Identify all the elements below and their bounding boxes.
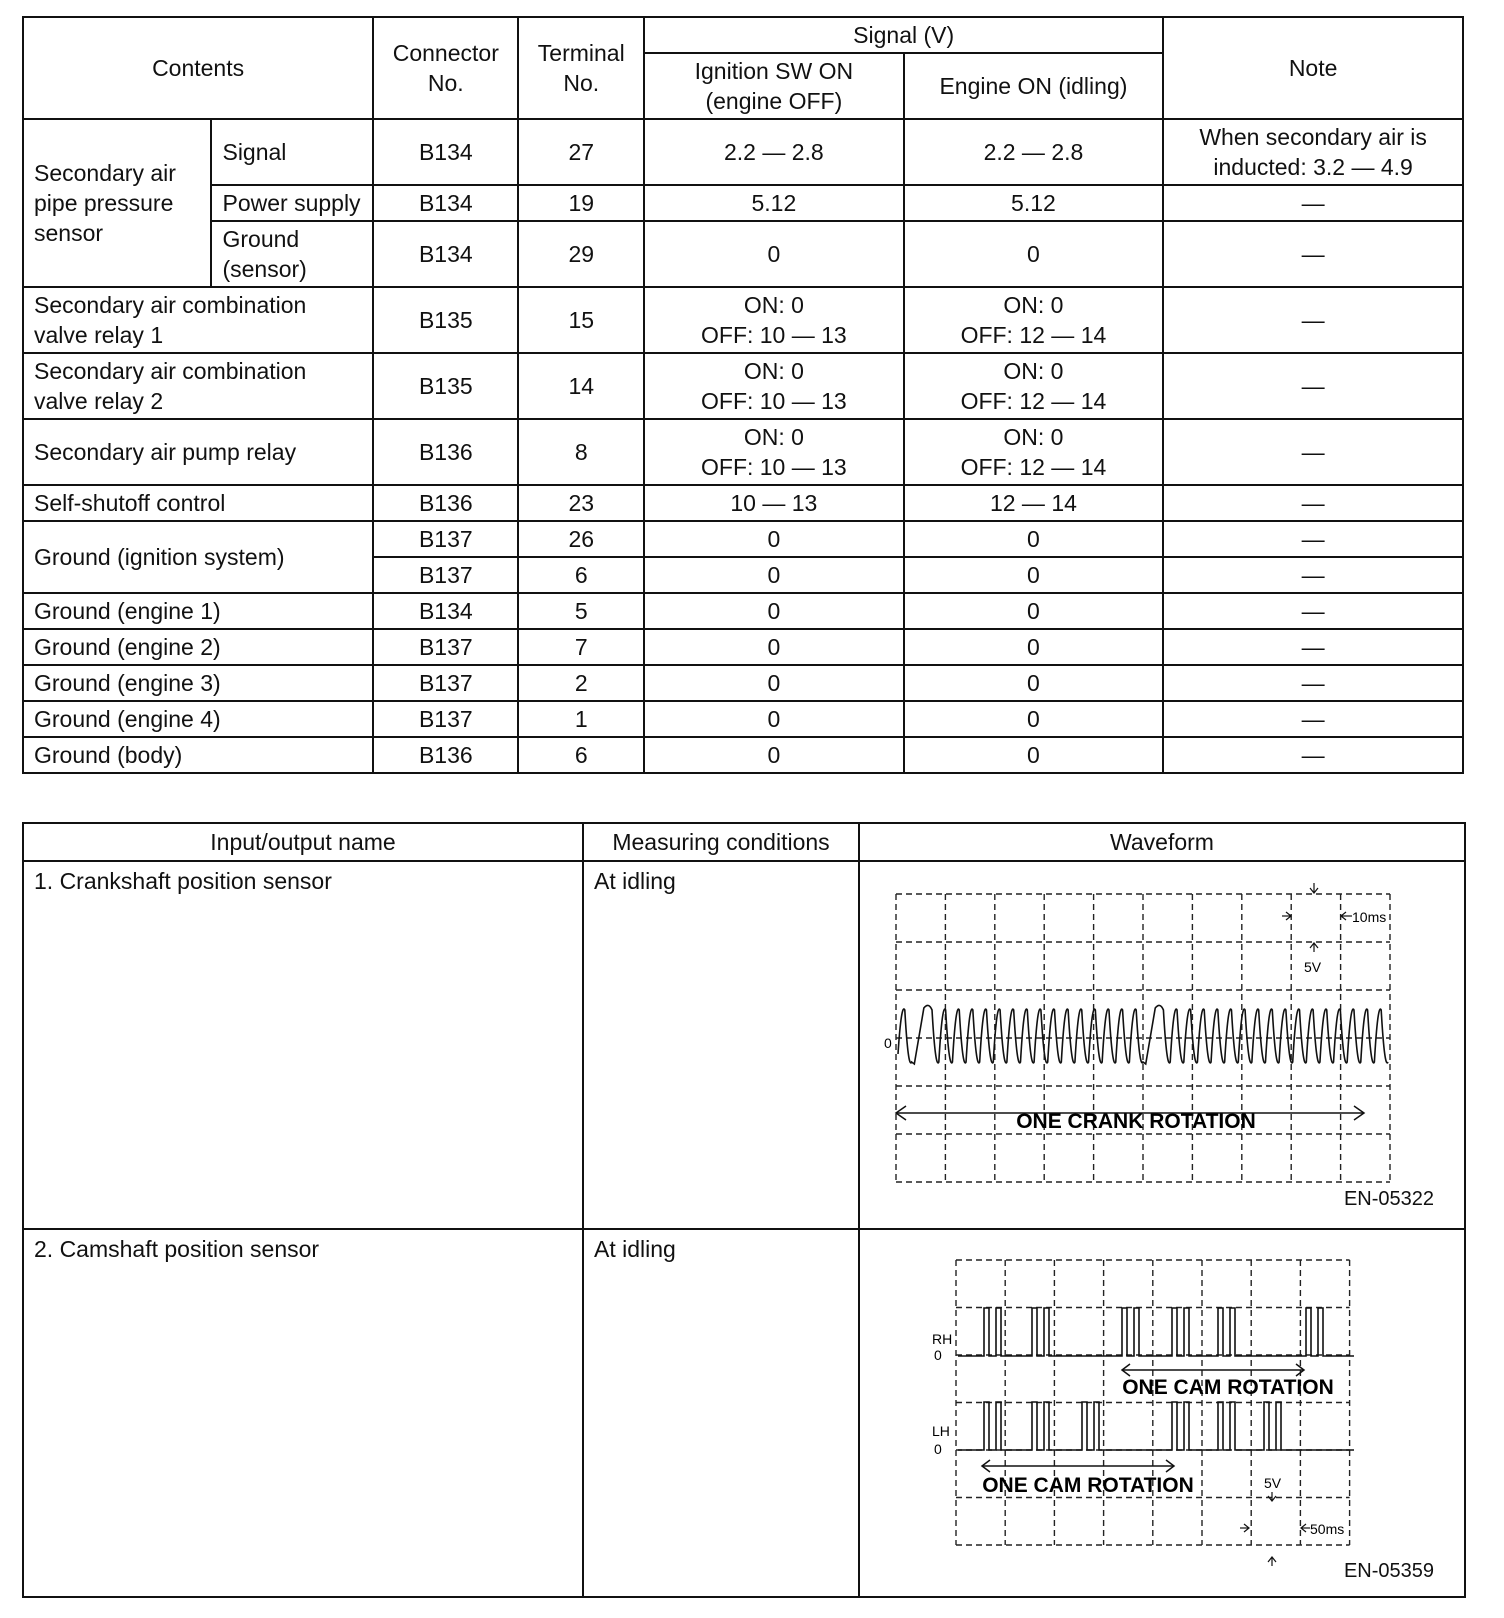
- header-waveform: Waveform: [859, 823, 1465, 861]
- note-cell: —: [1163, 485, 1463, 521]
- table-row: [23, 521, 1463, 557]
- connector-cell: B137: [373, 557, 518, 593]
- lh-rotation-label: ONE CAM ROTATION: [982, 1474, 1194, 1497]
- note-cell: —: [1163, 185, 1463, 221]
- note-cell: —: [1163, 557, 1463, 593]
- note-cell: —: [1163, 221, 1463, 287]
- lh-zero-label: 0: [934, 1441, 942, 1457]
- on-value: ON: 0: [1003, 358, 1064, 384]
- terminal-cell: 7: [518, 629, 644, 665]
- note-cell: —: [1163, 521, 1463, 557]
- connector-cell: B135: [373, 353, 518, 419]
- sensor-group-label: Secondary air pipe pressure sensor: [23, 119, 211, 287]
- rh-label: RH: [932, 1331, 953, 1347]
- content-cell: Ground (engine 2): [23, 629, 373, 665]
- connector-cell: B134: [373, 593, 518, 629]
- signal-table: [22, 16, 1464, 774]
- engine-signal-cell: [904, 353, 1164, 419]
- note-cell: —: [1163, 665, 1463, 701]
- connector-cell: B136: [373, 737, 518, 773]
- off-value: OFF: 12 — 14: [960, 388, 1107, 414]
- engine-signal-cell: 0: [904, 521, 1164, 557]
- terminal-cell: 19: [518, 185, 644, 221]
- note-cell: —: [1163, 353, 1463, 419]
- cam-rh-trace: [958, 1308, 1354, 1356]
- engine-signal-cell: 12 — 14: [904, 485, 1164, 521]
- terminal-cell: 1: [518, 701, 644, 737]
- note-cell: —: [1163, 701, 1463, 737]
- connector-cell: B134: [373, 221, 518, 287]
- note-cell: —: [1163, 629, 1463, 665]
- table-row: [23, 737, 1463, 773]
- content-cell: Secondary air combination valve relay 1: [23, 287, 373, 353]
- header-contents: Contents: [23, 17, 373, 119]
- rotation-label: ONE CRANK ROTATION: [1016, 1110, 1256, 1133]
- engine-signal-cell: 0: [904, 701, 1164, 737]
- ignition-signal-cell: 0: [644, 593, 904, 629]
- ignition-signal-cell: 0: [644, 521, 904, 557]
- conditions-cell: At idling: [583, 861, 859, 1229]
- on-value: ON: 0: [743, 424, 804, 450]
- engine-signal-cell: 0: [904, 665, 1164, 701]
- off-value: OFF: 12 — 14: [960, 322, 1107, 348]
- engine-signal-cell: 0: [904, 593, 1164, 629]
- terminal-cell: 14: [518, 353, 644, 419]
- terminal-cell: 5: [518, 593, 644, 629]
- on-value: ON: 0: [743, 292, 804, 318]
- content-cell: Ground (ignition system): [23, 521, 373, 593]
- engine-signal-cell: 0: [904, 221, 1164, 287]
- connector-cell: B136: [373, 419, 518, 485]
- header-note: Note: [1163, 17, 1463, 119]
- lh-label: LH: [932, 1423, 950, 1439]
- content-cell: Ground (body): [23, 737, 373, 773]
- off-value: OFF: 12 — 14: [960, 454, 1107, 480]
- terminal-cell: 8: [518, 419, 644, 485]
- crank-waveform-diagram: [860, 862, 1464, 1226]
- rh-rotation-label: ONE CAM ROTATION: [1122, 1376, 1334, 1399]
- volt-division-label: 5V: [1264, 1475, 1282, 1491]
- ignition-signal-cell: 5.12: [644, 185, 904, 221]
- on-value: ON: 0: [743, 358, 804, 384]
- ignition-signal-cell: 0: [644, 701, 904, 737]
- time-division-label: 50ms: [1310, 1521, 1345, 1537]
- figure-id: EN-05359: [1343, 1560, 1434, 1582]
- time-division-label: 10ms: [1352, 909, 1387, 925]
- engine-signal-cell: 0: [904, 629, 1164, 665]
- engine-signal-cell: [904, 287, 1164, 353]
- content-cell: Ground (engine 1): [23, 593, 373, 629]
- terminal-cell: 29: [518, 221, 644, 287]
- note-cell: —: [1163, 737, 1463, 773]
- waveform-table: [22, 822, 1466, 1598]
- note-cell: —: [1163, 287, 1463, 353]
- table-row: [23, 629, 1463, 665]
- terminal-cell: 26: [518, 521, 644, 557]
- figure-id: EN-05322: [1343, 1188, 1434, 1210]
- terminal-cell: 27: [518, 119, 644, 185]
- cam-waveform-cell: [859, 1229, 1465, 1597]
- header-ignition-on: Ignition SW ON (engine OFF): [644, 53, 904, 119]
- terminal-cell: 2: [518, 665, 644, 701]
- table-row: [23, 665, 1463, 701]
- header-terminal: Terminal No.: [518, 17, 644, 119]
- table-row: [23, 485, 1463, 521]
- io-name-cell: 1. Crankshaft position sensor: [23, 861, 583, 1229]
- connector-cell: B137: [373, 665, 518, 701]
- connector-cell: B137: [373, 629, 518, 665]
- note-cell: When secondary air is inducted: 3.2 — 4.9: [1163, 119, 1463, 185]
- off-value: OFF: 10 — 13: [701, 388, 847, 414]
- cam-waveform-diagram: [860, 1230, 1464, 1594]
- header-connector: Connector No.: [373, 17, 518, 119]
- io-name-cell: 2. Camshaft position sensor: [23, 1229, 583, 1597]
- content-cell: Self-shutoff control: [23, 485, 373, 521]
- content-cell: Secondary air pump relay: [23, 419, 373, 485]
- ignition-signal-cell: 0: [644, 737, 904, 773]
- note-cell: —: [1163, 593, 1463, 629]
- engine-signal-cell: [904, 419, 1164, 485]
- ignition-signal-cell: 0: [644, 665, 904, 701]
- crank-waveform-cell: [859, 861, 1465, 1229]
- sensor-sub-label: Power supply: [211, 185, 373, 221]
- conditions-cell: At idling: [583, 1229, 859, 1597]
- connector-cell: B134: [373, 185, 518, 221]
- ignition-signal-cell: 2.2 — 2.8: [644, 119, 904, 185]
- table-row: [23, 593, 1463, 629]
- sensor-sub-label: Signal: [211, 119, 373, 185]
- sensor-sub-label: Ground (sensor): [211, 221, 373, 287]
- connector-cell: B137: [373, 701, 518, 737]
- connector-cell: B134: [373, 119, 518, 185]
- ignition-signal-cell: [644, 353, 904, 419]
- table-row: [23, 353, 1463, 419]
- on-value: ON: 0: [1003, 292, 1064, 318]
- header-io-name: Input/output name: [23, 823, 583, 861]
- content-cell: Secondary air combination valve relay 2: [23, 353, 373, 419]
- terminal-cell: 15: [518, 287, 644, 353]
- off-value: OFF: 10 — 13: [701, 454, 847, 480]
- engine-signal-cell: 0: [904, 557, 1164, 593]
- note-cell: —: [1163, 419, 1463, 485]
- ignition-signal-cell: [644, 419, 904, 485]
- ignition-signal-cell: 0: [644, 629, 904, 665]
- connector-cell: B135: [373, 287, 518, 353]
- volt-division-label: 5V: [1304, 959, 1322, 975]
- ignition-signal-cell: 10 — 13: [644, 485, 904, 521]
- ignition-signal-cell: 0: [644, 221, 904, 287]
- table-row: [23, 419, 1463, 485]
- rh-zero-label: 0: [934, 1347, 942, 1363]
- header-engine-on: Engine ON (idling): [904, 53, 1164, 119]
- on-value: ON: 0: [1003, 424, 1064, 450]
- engine-signal-cell: 0: [904, 737, 1164, 773]
- cam-lh-trace: [958, 1402, 1354, 1450]
- connector-cell: B137: [373, 521, 518, 557]
- off-value: OFF: 10 — 13: [701, 322, 847, 348]
- header-measuring-conditions: Measuring conditions: [583, 823, 859, 861]
- zero-label: 0: [884, 1035, 892, 1051]
- ignition-signal-cell: 0: [644, 557, 904, 593]
- content-cell: Ground (engine 3): [23, 665, 373, 701]
- table-row: [23, 287, 1463, 353]
- terminal-cell: 6: [518, 737, 644, 773]
- ignition-signal-cell: [644, 287, 904, 353]
- connector-cell: B136: [373, 485, 518, 521]
- header-signal: Signal (V): [644, 17, 1163, 53]
- terminal-cell: 6: [518, 557, 644, 593]
- engine-signal-cell: 2.2 — 2.8: [904, 119, 1164, 185]
- terminal-cell: 23: [518, 485, 644, 521]
- table-row: [23, 701, 1463, 737]
- engine-signal-cell: 5.12: [904, 185, 1164, 221]
- content-cell: Ground (engine 4): [23, 701, 373, 737]
